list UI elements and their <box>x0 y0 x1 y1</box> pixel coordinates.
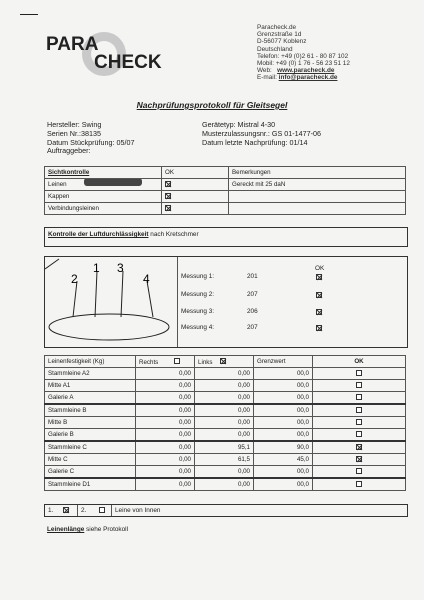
country: Deutschland <box>257 45 293 53</box>
canopy-diagram <box>45 257 175 347</box>
messung-2-checkbox[interactable] <box>316 292 322 298</box>
festigkeit-row <box>45 368 406 380</box>
messung-4-checkbox[interactable] <box>316 325 322 331</box>
messung-3-checkbox[interactable] <box>316 309 322 315</box>
svg-text:3: 3 <box>117 261 124 275</box>
cell-r: 0,00 <box>136 380 195 392</box>
cell-r: 0,00 <box>136 454 195 466</box>
cell-name: Mitte B <box>45 417 136 429</box>
cell-r: 0,00 <box>136 404 195 417</box>
links-checkbox[interactable] <box>220 358 226 364</box>
cell-r: 0,00 <box>136 478 195 491</box>
row-ok-checkbox[interactable] <box>356 468 362 474</box>
festigkeit-row <box>45 380 406 392</box>
info-right: Gerätetyp: Mistral 4-30 Musterzulassungsnr.: GS 01-1477-06 Datum letzte Nachprüfung: 01/14 <box>202 120 322 147</box>
cell-name: Stammleine B <box>45 404 136 417</box>
festigkeit-row <box>45 454 406 466</box>
cell-r: 0,00 <box>136 441 195 454</box>
svg-text:2: 2 <box>71 272 78 286</box>
paracheck-logo <box>46 28 172 82</box>
row-ok-checkbox[interactable] <box>356 419 362 425</box>
festigkeit-row <box>45 429 406 442</box>
cell-r: 0,00 <box>136 368 195 380</box>
leinenlaenge: Leinenlänge siehe Protokoll <box>47 526 128 533</box>
page-title: Nachprüfungsprotokoll für Gleitsegel <box>136 100 288 110</box>
festigkeit-row <box>45 404 406 417</box>
header-dash <box>20 14 38 15</box>
street: Grenzstraße 1d <box>257 31 302 39</box>
cell-l: 0,00 <box>195 478 254 491</box>
festigkeit-row <box>45 478 406 491</box>
footer-row: 1. 2. Leine von Innen <box>44 504 408 517</box>
kappen-ok-checkbox[interactable] <box>165 193 171 199</box>
cell-l: 95,1 <box>195 441 254 454</box>
city: D-56077 Koblenz <box>257 38 307 46</box>
cell-name: Mitte A1 <box>45 380 136 392</box>
row-ok-checkbox[interactable] <box>356 444 362 450</box>
cell-g: 00,0 <box>254 404 313 417</box>
row-ok-checkbox[interactable] <box>356 407 362 413</box>
festigkeit-row <box>45 417 406 429</box>
verbindungsleinen-ok-checkbox[interactable] <box>165 205 171 211</box>
messung-box: 2 1 3 4 OK Messung 1: 201 Messung 2: 207 Messung 3: 206 Messung 4: 207 <box>44 256 408 348</box>
leinen-ok-checkbox[interactable] <box>165 181 171 187</box>
cell-name: Galerie A <box>45 392 136 405</box>
festigkeit-row <box>45 392 406 405</box>
company-name: Paracheck.de <box>257 24 297 31</box>
row-ok-checkbox[interactable] <box>356 382 362 388</box>
cell-l: 0,00 <box>195 429 254 442</box>
cell-name: Galerie C <box>45 466 136 479</box>
contact-block: Paracheck.de Grenzstraße 1d D-56077 Koblenz Deutschland Telefon: +49 (0)2 61 - 80 87 102 Mobil: +49 (0) 1 76 - 56 23 51 12 Web: www.paracheck.de E-mail: info@paracheck.de <box>257 24 350 82</box>
cell-l: 0,00 <box>195 404 254 417</box>
cell-name: Galerie B <box>45 429 136 442</box>
row-ok-checkbox[interactable] <box>356 456 362 462</box>
cell-g: 00,0 <box>254 429 313 442</box>
footer-1-checkbox[interactable] <box>63 507 69 513</box>
mobile: Mobil: +49 (0) 1 76 - 56 23 51 12 <box>257 60 350 68</box>
cell-l: 0,00 <box>195 368 254 380</box>
svg-text:1: 1 <box>93 261 100 275</box>
cell-r: 0,00 <box>136 392 195 405</box>
cell-r: 0,00 <box>136 429 195 442</box>
cell-l: 0,00 <box>195 392 254 405</box>
cell-r: 0,00 <box>136 466 195 479</box>
cell-name: Stammleine D1 <box>45 478 136 491</box>
cell-r: 0,00 <box>136 417 195 429</box>
festigkeit-row <box>45 441 406 454</box>
info-left: Hersteller: Swing Serien Nr.:38135 Datum Stückprüfung: 05/07 Auftraggeber: <box>47 120 135 156</box>
row-ok-checkbox[interactable] <box>356 370 362 376</box>
cell-g: 00,0 <box>254 380 313 392</box>
cell-name: Mitte C <box>45 454 136 466</box>
footer-2-checkbox[interactable] <box>99 507 105 513</box>
cell-g: 00,0 <box>254 478 313 491</box>
phone: Telefon: +49 (0)2 61 - 80 87 102 <box>257 52 349 60</box>
svg-text:4: 4 <box>143 272 150 286</box>
cell-l: 0,00 <box>195 417 254 429</box>
svg-text:CHECK: CHECK <box>94 52 162 73</box>
cell-g: 00,0 <box>254 417 313 429</box>
cell-l: 0,00 <box>195 380 254 392</box>
cell-name: Stammleine C <box>45 441 136 454</box>
festigkeit-row <box>45 466 406 479</box>
cell-g: 90,0 <box>254 441 313 454</box>
messung-1-checkbox[interactable] <box>316 274 322 280</box>
luft-box: Kontrolle der Luftdurchlässigkeit nach Kretschmer <box>44 227 408 247</box>
cell-g: 00,0 <box>254 466 313 479</box>
email-link[interactable]: info@paracheck.de <box>278 74 338 82</box>
row-ok-checkbox[interactable] <box>356 481 362 487</box>
cell-g: 00,0 <box>254 392 313 405</box>
svg-text:PARA: PARA <box>46 34 99 55</box>
cell-l: 61,5 <box>195 454 254 466</box>
leinenfestigkeit-table: Leinenfestigkeit (Kg) Rechts Links Grenzwert OK Stammleine A2 0,00 0,00 00,0 Mitte A1 0,00 0,00 00,0 Galerie A 0,00 0,00 00,0 Stammleine B 0,00 0,00 00,0 Mitte B 0,00 0,00 00,0 Galerie B 0,00 0,00 00,0 Stammleine C 0,00 95,1 90,0 Mitte C 0,00 61,5 45,0 Galerie C 0,00 0,00 00,0 Stammleine D1 0,00 0,00 00,0 <box>44 355 406 491</box>
cell-g: 45,0 <box>254 454 313 466</box>
cell-g: 00,0 <box>254 368 313 380</box>
sichtkontrolle-table: Sichtkontrolle OK Bemerkungen Leinen Gereckt mit 25 daN Kappen Verbindungsleinen <box>44 166 406 215</box>
row-ok-checkbox[interactable] <box>356 431 362 437</box>
cell-l: 0,00 <box>195 466 254 479</box>
row-ok-checkbox[interactable] <box>356 394 362 400</box>
web-link[interactable]: www.paracheck.de <box>277 67 335 75</box>
rechts-checkbox[interactable] <box>174 358 180 364</box>
cell-name: Stammleine A2 <box>45 368 136 380</box>
